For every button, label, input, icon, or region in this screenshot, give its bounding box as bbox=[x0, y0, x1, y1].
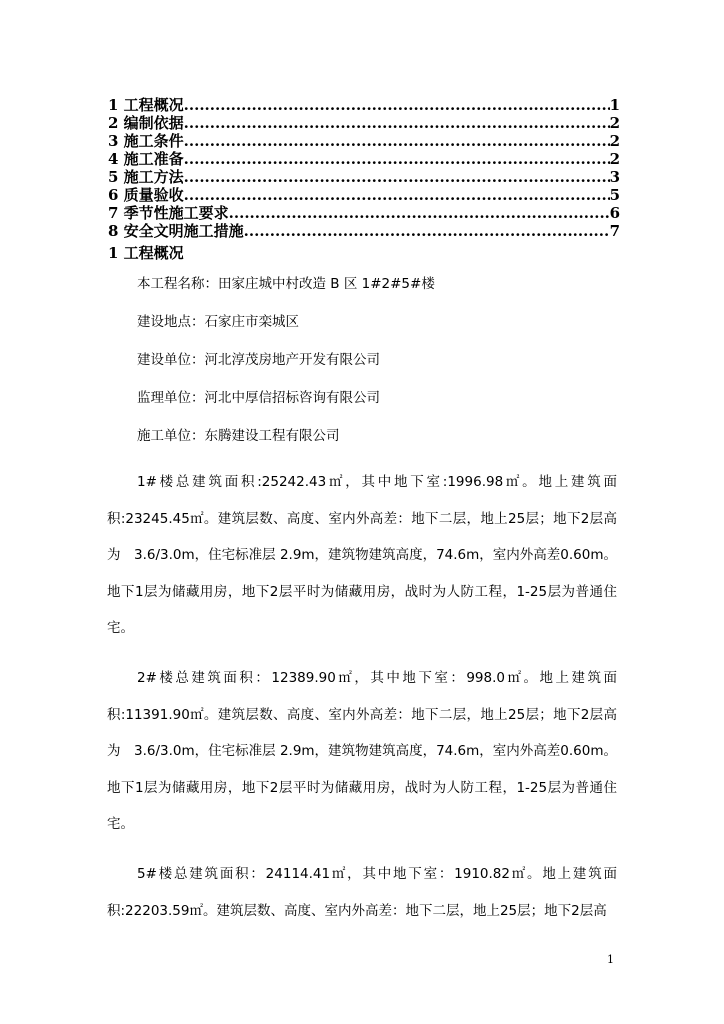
toc-entry-title: 5 施工方法 bbox=[108, 168, 184, 186]
toc-leader-dots bbox=[244, 222, 610, 240]
building-2-paragraph: 2#楼总建筑面积：12389.90㎡，其中地下室：998.0㎡。地上建筑面积:11391.90㎡。建筑层数、高度、室内外高差：地下二层，地上25层；地下2层高为 3.6/3.0m，住宅标准层 2.9m，建筑物建筑高度，74.6m，室内外高差0.60m。地下1层为储藏用房，地下2层平时为储藏用房，战时为人防工程，1-25层为普通住宅。 bbox=[107, 670, 617, 832]
owner-unit-line: 建设单位：河北淳茂房地产开发有限公司 bbox=[137, 352, 380, 368]
toc-entry-title: 3 施工条件 bbox=[108, 132, 184, 150]
toc-entry-title: 2 编制依据 bbox=[108, 114, 184, 132]
toc-entry-page: 3 bbox=[609, 168, 620, 186]
toc-leader-dots bbox=[184, 132, 610, 150]
building-1-paragraph: 1#楼总建筑面积:25242.43㎡，其中地下室:1996.98㎡。地上建筑面积:23245.45㎡。建筑层数、高度、室内外高差：地下二层，地上25层；地下2层高为 3.6/3.0m，住宅标准层 2.9m，建筑物建筑高度，74.6m，室内外高差0.60m。地下1层为储藏用房，地下2层平时为储藏用房，战时为人防工程，1-25层为普通住宅。 bbox=[107, 474, 617, 636]
toc-entry-page: 2 bbox=[609, 114, 620, 132]
toc-entry[interactable] bbox=[108, 150, 620, 168]
toc-entry-title: 4 施工准备 bbox=[108, 150, 184, 168]
page-number: 1 bbox=[607, 953, 614, 966]
toc-leader-dots bbox=[184, 150, 610, 168]
toc-entry-page: 2 bbox=[609, 150, 620, 168]
site-location-line: 建设地点：石家庄市栾城区 bbox=[137, 314, 299, 330]
table-of-contents bbox=[108, 96, 620, 240]
toc-entry[interactable] bbox=[108, 168, 620, 186]
toc-leader-dots bbox=[184, 96, 610, 114]
construction-unit-line: 施工单位：东腾建设工程有限公司 bbox=[137, 428, 340, 444]
toc-entry[interactable] bbox=[108, 222, 620, 240]
toc-entry-page: 2 bbox=[609, 132, 620, 150]
building-5-paragraph: 5#楼总建筑面积：24114.41㎡，其中地下室：1910.82㎡。地上建筑面积:22203.59㎡。建筑层数、高度、室内外高差：地下二层，地上25层；地下2层高 bbox=[107, 866, 617, 919]
toc-entry-page: 5 bbox=[609, 186, 620, 204]
toc-entry-title: 8 安全文明施工措施 bbox=[108, 222, 244, 240]
section-body bbox=[107, 270, 617, 943]
toc-entry-page: 1 bbox=[609, 96, 620, 114]
toc-entry[interactable] bbox=[108, 114, 620, 132]
toc-entry-title: 7 季节性施工要求 bbox=[108, 204, 229, 222]
toc-entry[interactable] bbox=[108, 132, 620, 150]
toc-entry-page: 7 bbox=[609, 222, 620, 240]
project-name-line: 本工程名称：田家庄城中村改造 B 区 1#2#5#楼 bbox=[137, 276, 435, 292]
toc-leader-dots bbox=[184, 168, 610, 186]
toc-entry-title: 6 质量验收 bbox=[108, 186, 184, 204]
supervision-unit-line: 监理单位：河北中厚信招标咨询有限公司 bbox=[137, 390, 380, 406]
toc-entry[interactable] bbox=[108, 204, 620, 222]
toc-leader-dots bbox=[184, 186, 610, 204]
section-heading: 1 工程概况 bbox=[108, 244, 184, 262]
toc-entry[interactable] bbox=[108, 186, 620, 204]
toc-leader-dots bbox=[229, 204, 610, 222]
toc-leader-dots bbox=[184, 114, 610, 132]
toc-entry-title: 1 工程概况 bbox=[108, 96, 184, 114]
toc-entry-page: 6 bbox=[609, 204, 620, 222]
toc-entry[interactable] bbox=[108, 96, 620, 114]
